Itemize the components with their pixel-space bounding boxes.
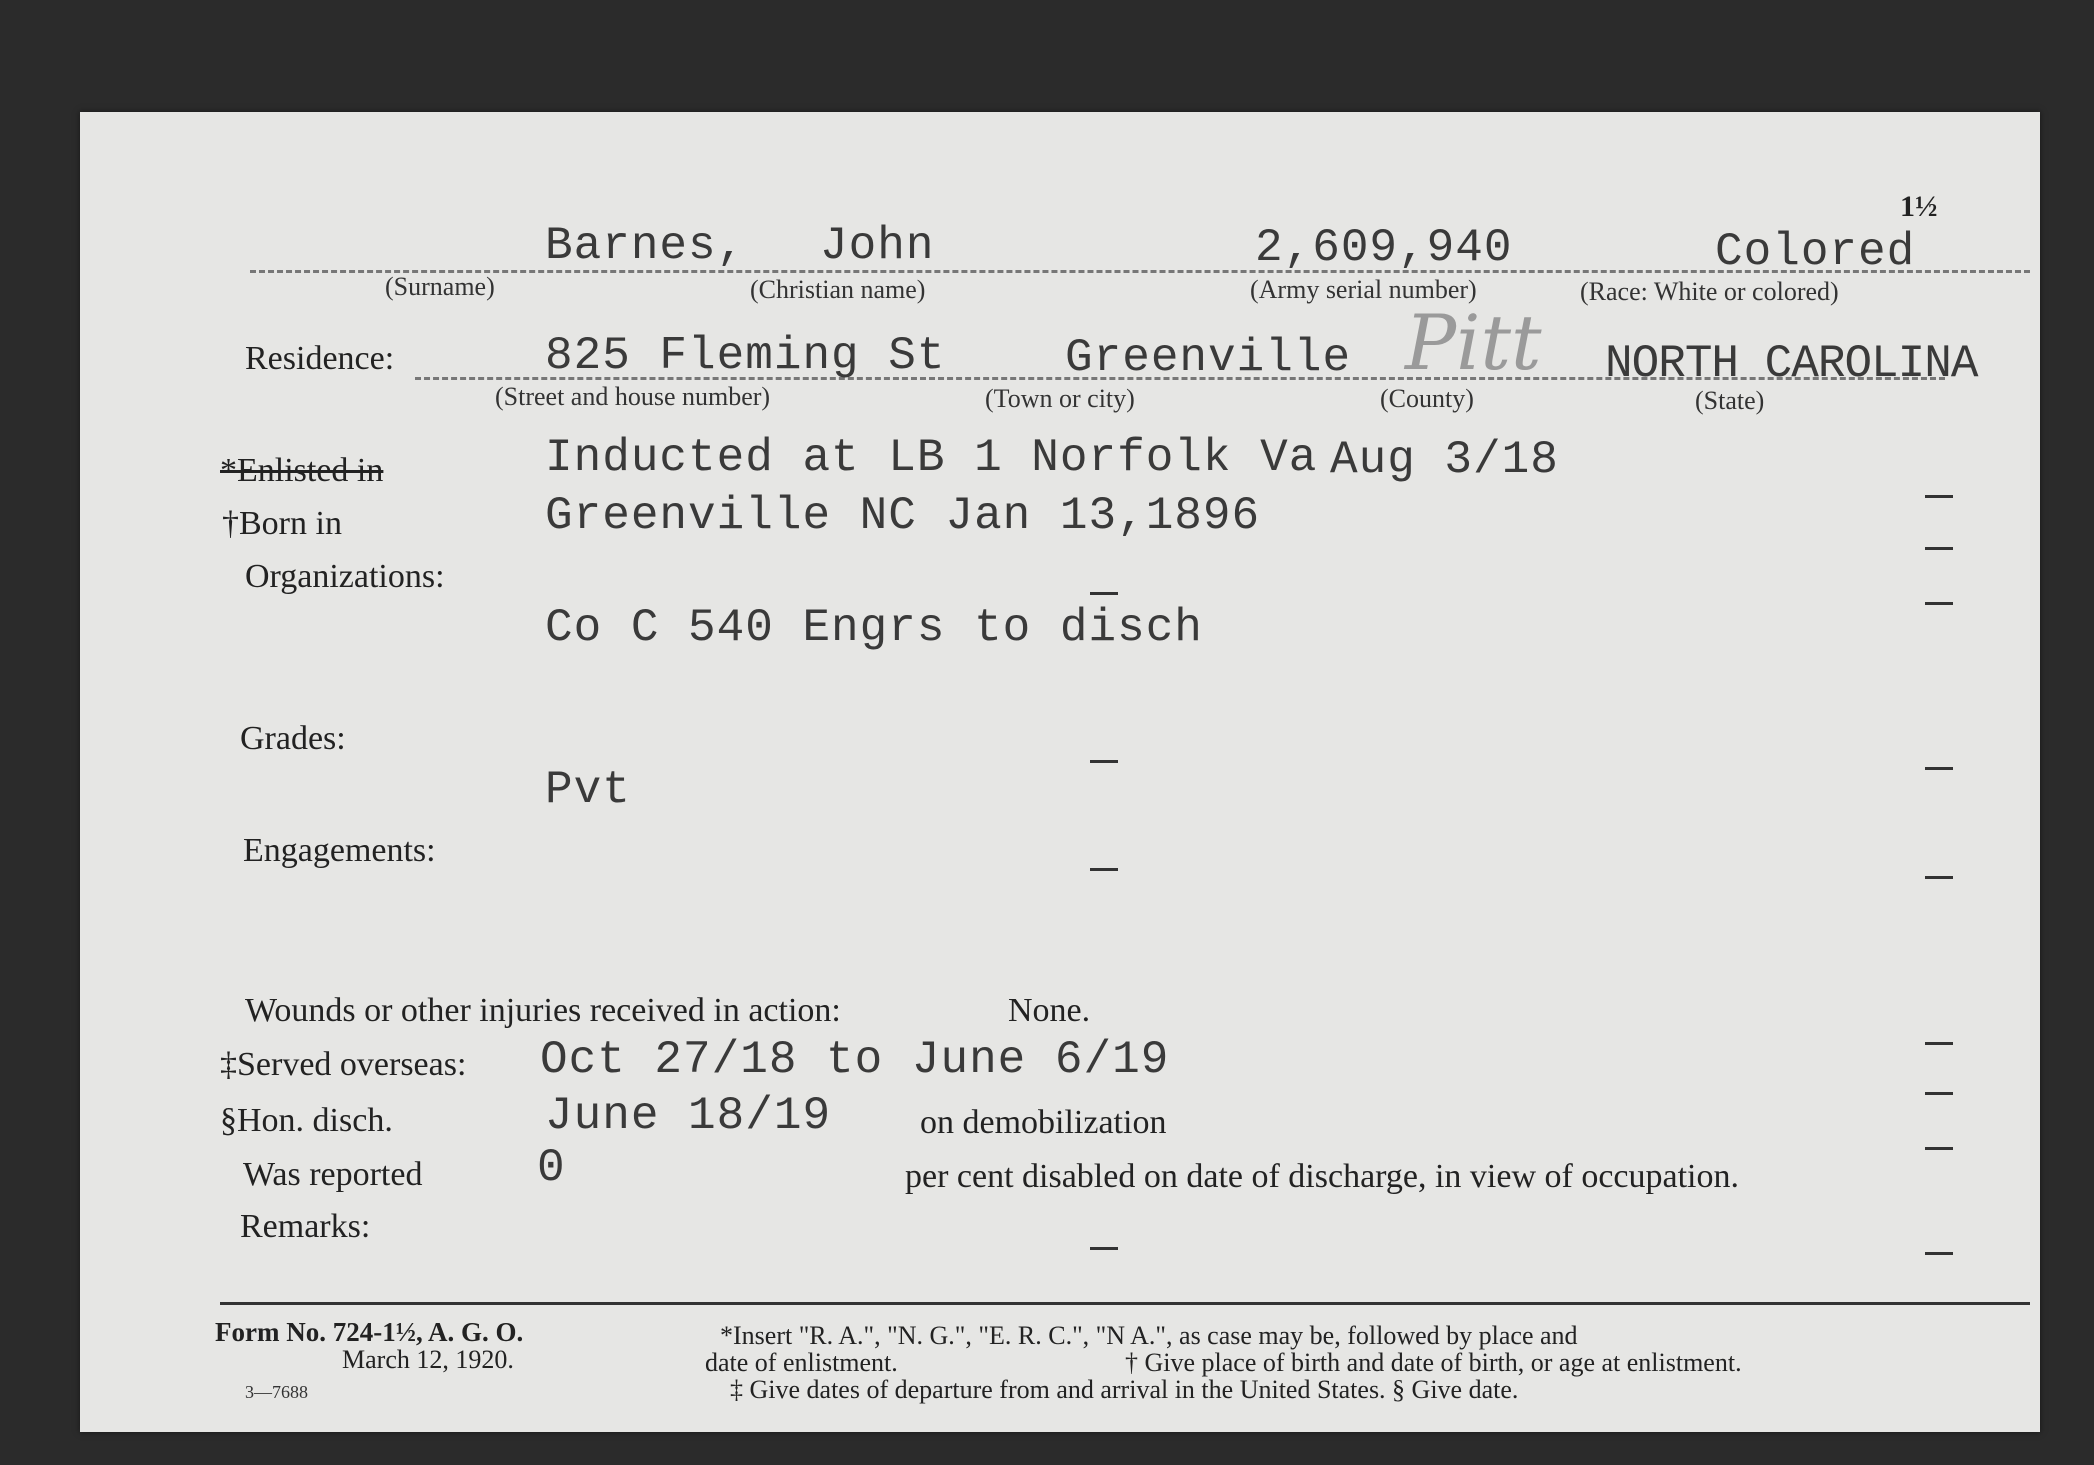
footnote-line-2b: † Give place of birth and date of birth, or age at enlistment. [1125, 1348, 1742, 1377]
engagements-label: Engagements: [243, 832, 436, 869]
grades-dash [1925, 767, 1953, 770]
enlisted-label: *Enlisted in [220, 452, 384, 489]
surname-caption: (Surname) [385, 272, 495, 301]
service-record-card [80, 112, 2040, 1432]
footer-rule [220, 1302, 2030, 1305]
state-value: NORTH CAROLINA [1605, 338, 1978, 390]
footnote-line-2a: date of enlistment. [705, 1348, 898, 1377]
street-caption: (Street and house number) [495, 382, 771, 411]
print-code: 3—7688 [245, 1382, 308, 1402]
grades-dash-mid [1090, 760, 1118, 763]
born-dash [1925, 547, 1953, 550]
born-label: †Born in [222, 505, 342, 542]
enlisted-date: Aug 3/18 [1330, 434, 1559, 486]
discharge-label: §Hon. disch. [220, 1102, 393, 1139]
enlisted-value: Inducted at LB 1 Norfolk Va [545, 432, 1318, 484]
footnote-line-3: ‡ Give dates of departure from and arrival in the United States. § Give date. [730, 1375, 1519, 1404]
residence-label: Residence: [245, 340, 395, 377]
serial-number-value: 2,609,940 [1255, 222, 1513, 274]
town-value: Greenville [1065, 332, 1352, 384]
organizations-dash-mid [1090, 592, 1118, 595]
wounds-value: None. [1008, 992, 1091, 1029]
engagements-dash-mid [1090, 868, 1118, 871]
race-caption: (Race: White or colored) [1580, 277, 1839, 306]
grades-value: Pvt [545, 764, 631, 816]
wounds-label: Wounds or other injuries received in action: [245, 992, 841, 1029]
grades-label: Grades: [240, 720, 346, 757]
christian-name-value: John [820, 220, 935, 272]
wounds-dash [1925, 1042, 1953, 1045]
discharge-note: on demobilization [920, 1104, 1167, 1141]
reported-value: 0 [537, 1142, 566, 1194]
christian-name-caption: (Christian name) [750, 275, 926, 304]
town-caption: (Town or city) [985, 384, 1135, 413]
street-value: 825 Fleming St [545, 330, 946, 382]
organizations-dash [1925, 602, 1953, 605]
surname-value: Barnes, [545, 220, 746, 272]
reported-note: per cent disabled on date of discharge, in view of occupation. [905, 1158, 1739, 1195]
footnote-line-1: *Insert "R. A.", "N. G.", "E. R. C.", "N A.", as case may be, followed by place and [720, 1321, 1578, 1350]
form-number: Form No. 724-1½, A. G. O. [215, 1317, 524, 1347]
remarks-dash-mid [1090, 1247, 1118, 1250]
overseas-value: Oct 27/18 to June 6/19 [540, 1034, 1170, 1086]
county-caption: (County) [1380, 384, 1474, 413]
remarks-dash [1925, 1252, 1953, 1255]
born-value: Greenville NC Jan 13,1896 [545, 490, 1261, 542]
form-date: March 12, 1920. [342, 1345, 514, 1374]
enlisted-dash [1925, 495, 1953, 498]
county-value: Pitt [1405, 298, 1542, 387]
reported-label: Was reported [243, 1156, 423, 1193]
corner-mark: 1½ [1900, 190, 1938, 223]
overseas-dash [1925, 1092, 1953, 1095]
remarks-label: Remarks: [240, 1208, 371, 1245]
discharge-value: June 18/19 [545, 1090, 832, 1142]
organizations-label: Organizations: [245, 558, 445, 595]
discharge-dash [1925, 1147, 1953, 1150]
state-caption: (State) [1695, 386, 1765, 415]
serial-number-caption: (Army serial number) [1250, 275, 1477, 304]
race-value: Colored [1715, 226, 1916, 278]
engagements-dash [1925, 876, 1953, 879]
overseas-label: ‡Served overseas: [220, 1046, 467, 1083]
organizations-value: Co C 540 Engrs to disch [545, 602, 1203, 654]
